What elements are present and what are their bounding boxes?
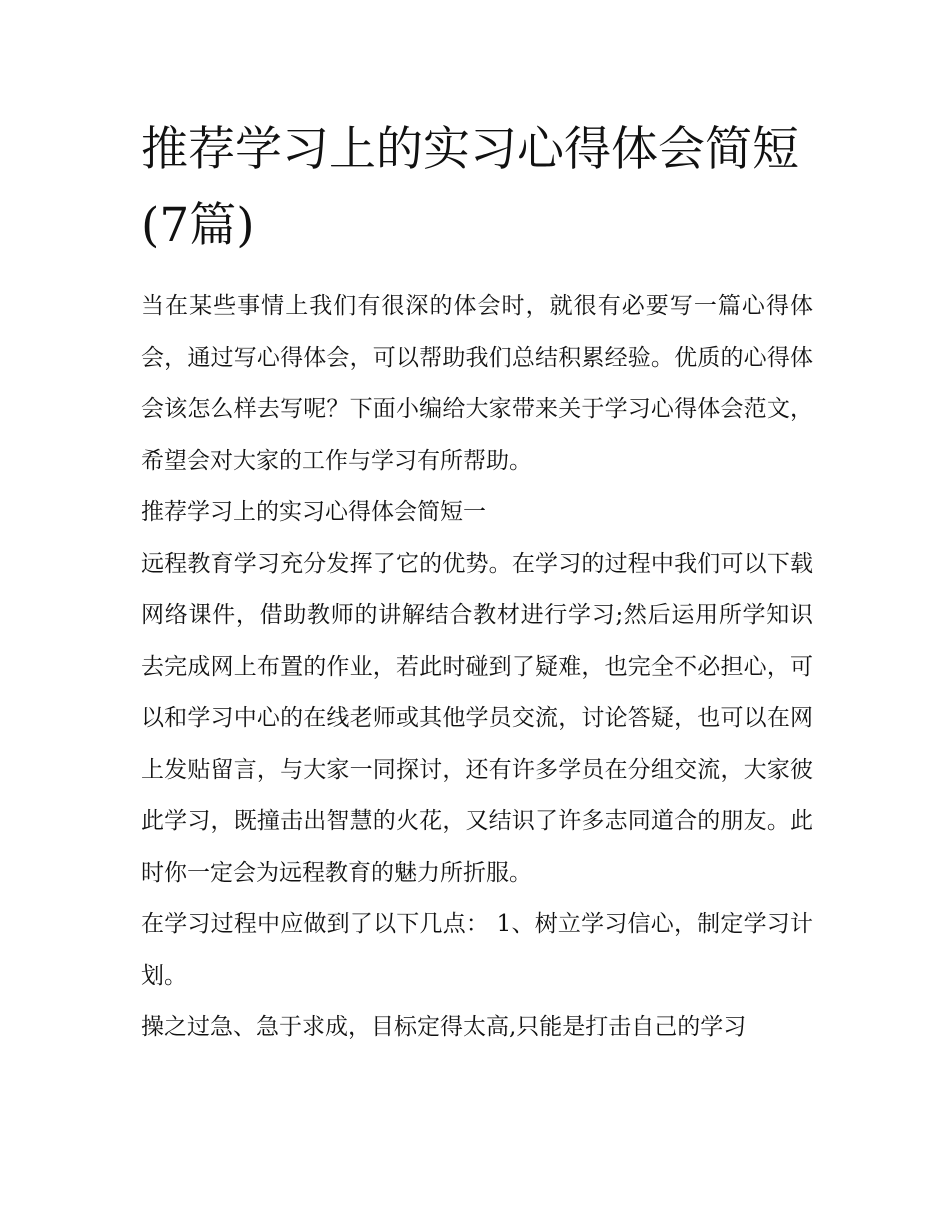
intro-paragraph: 当在某些事情上我们有很深的体会时，就很有必要写一篇心得体会，通过写心得体会，可以帮助我们总结积累经验。优质的心得体会该怎么样去写呢？下面小编给大家带来关于学习心得体会范文，希望会对大家的工作与学习有所帮助。 [141, 293, 813, 474]
title-block [141, 112, 813, 281]
section-heading: 推荐学习上的实习心得体会简短一 [141, 499, 486, 525]
body-paragraph: 操之过急、急于求成，目标定得太高,只能是打击自己的学习 [141, 1014, 747, 1040]
body-paragraph: 远程教育学习充分发挥了它的优势。在学习的过程中我们可以下载网络课件，借助教师的讲解结合教材进行学习;然后运用所学知识去完成网上布置的作业，若此时碰到了疑难，也完全不必担心，可以和学习中心的在线老师或其他学员交流，讨论答疑，也可以在网上发贴留言，与大家一同探讨，还有许多学员在分组交流，大家彼此学习，既撞击出智慧的火花，又结识了许多志同道合的朋友。此时你一定会为远程教育的魅力所折服。 [141, 550, 813, 886]
document-title: 推荐学习上的实习心得体会简短(7篇) [141, 122, 799, 253]
document-body [141, 112, 813, 1054]
body-paragraph: 在学习过程中应做到了以下几点： 1、树立学习信心，制定学习计划。 [141, 911, 813, 989]
